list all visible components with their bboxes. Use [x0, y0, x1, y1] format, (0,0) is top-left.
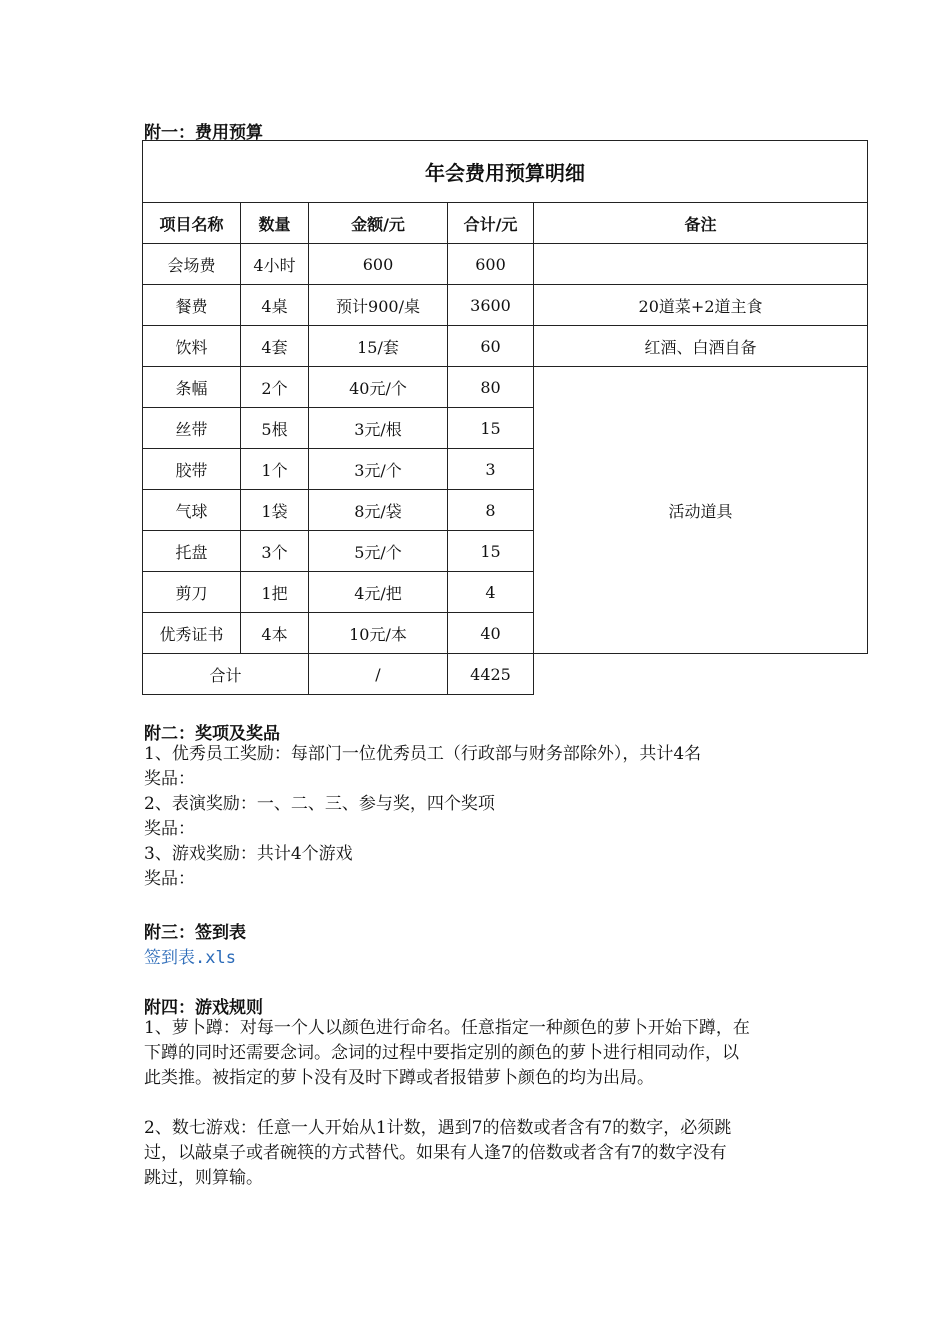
rule-line: 过，以敲桌子或者碗筷的方式替代。如果有人逢7的倍数或者含有7的数字没有 — [144, 1143, 727, 1163]
cell-qty: 4套 — [241, 326, 309, 367]
table-title-row — [143, 141, 868, 203]
cell-note — [534, 244, 868, 285]
link-name: 签到表 — [144, 948, 195, 968]
cell-qty: 4本 — [241, 613, 309, 654]
rule-line: 下蹲的同时还需要念词。念词的过程中要指定别的颜色的萝卜进行相同动作，以 — [144, 1043, 739, 1063]
cell-amount: 10元/本 — [309, 613, 448, 654]
table-row — [143, 244, 868, 285]
rule-line: 跳过，则算输。 — [144, 1168, 263, 1188]
summary-amount: / — [309, 654, 448, 695]
cell-name: 胶带 — [143, 449, 241, 490]
cell-total: 600 — [448, 244, 534, 285]
award-line: 1、优秀员工奖励：每部门一位优秀员工（行政部与财务部除外），共计4名 — [144, 744, 702, 764]
header-cell: 数量 — [241, 203, 309, 244]
section3-heading: 附三：签到表 — [144, 923, 246, 943]
cell-note: 红酒、白酒自备 — [534, 326, 868, 367]
cell-qty: 5根 — [241, 408, 309, 449]
rule1-paragraph — [144, 1016, 864, 1091]
section2-heading: 附二：奖项及奖品 — [144, 724, 280, 744]
cell-total: 3600 — [448, 285, 534, 326]
summary-total: 4425 — [448, 654, 534, 695]
header-cell: 合计/元 — [448, 203, 534, 244]
cell-amount: 5元/个 — [309, 531, 448, 572]
table-summary-row — [143, 654, 868, 695]
award-line: 3、游戏奖励：共计4个游戏 — [144, 844, 353, 864]
cell-name: 饮料 — [143, 326, 241, 367]
header-cell: 金额/元 — [309, 203, 448, 244]
cell-name: 优秀证书 — [143, 613, 241, 654]
cell-name: 餐费 — [143, 285, 241, 326]
cell-qty: 1袋 — [241, 490, 309, 531]
table-row — [143, 326, 868, 367]
cell-total: 8 — [448, 490, 534, 531]
link-ext: .xls — [195, 948, 236, 968]
cell-amount: 40元/个 — [309, 367, 448, 408]
cell-amount: 15/套 — [309, 326, 448, 367]
rule-line: 此类推。被指定的萝卜没有及时下蹲或者报错萝卜颜色的均为出局。 — [144, 1068, 654, 1088]
table-row — [143, 367, 868, 408]
cell-total: 40 — [448, 613, 534, 654]
cell-note: 20道菜+2道主食 — [534, 285, 868, 326]
cell-name: 丝带 — [143, 408, 241, 449]
cell-amount: 3元/个 — [309, 449, 448, 490]
header-cell: 项目名称 — [143, 203, 241, 244]
cell-total: 80 — [448, 367, 534, 408]
rule-line: 1、萝卜蹲：对每一个人以颜色进行命名。任意指定一种颜色的萝卜开始下蹲，在 — [144, 1018, 750, 1038]
cell-total: 15 — [448, 531, 534, 572]
prize-line: 奖品： — [144, 769, 195, 789]
prize-line: 奖品： — [144, 819, 195, 839]
budget-table — [142, 140, 868, 695]
prize-line: 奖品： — [144, 869, 195, 889]
cell-name: 条幅 — [143, 367, 241, 408]
cell-merged-note: 活动道具 — [534, 367, 868, 654]
section2-body — [144, 742, 864, 892]
cell-total: 60 — [448, 326, 534, 367]
award-line: 2、表演奖励：一、二、三、参与奖，四个奖项 — [144, 794, 495, 814]
summary-label: 合计 — [143, 654, 309, 695]
section1-heading: 附一：费用预算 — [144, 123, 263, 143]
cell-qty: 4小时 — [241, 244, 309, 285]
cell-qty: 4桌 — [241, 285, 309, 326]
cell-total: 3 — [448, 449, 534, 490]
cell-qty: 1个 — [241, 449, 309, 490]
table-header-row — [143, 203, 868, 244]
section4-heading: 附四：游戏规则 — [144, 998, 263, 1018]
cell-qty: 2个 — [241, 367, 309, 408]
table-row — [143, 285, 868, 326]
cell-name: 托盘 — [143, 531, 241, 572]
cell-total: 15 — [448, 408, 534, 449]
cell-amount: 600 — [309, 244, 448, 285]
rule2-paragraph — [144, 1116, 864, 1191]
cell-qty: 3个 — [241, 531, 309, 572]
cell-amount: 3元/根 — [309, 408, 448, 449]
cell-total: 4 — [448, 572, 534, 613]
cell-name: 会场费 — [143, 244, 241, 285]
signin-sheet-link[interactable] — [144, 943, 236, 968]
header-cell: 备注 — [534, 203, 868, 244]
cell-amount: 预计900/桌 — [309, 285, 448, 326]
cell-amount: 8元/袋 — [309, 490, 448, 531]
cell-qty: 1把 — [241, 572, 309, 613]
cell-name: 剪刀 — [143, 572, 241, 613]
cell-amount: 4元/把 — [309, 572, 448, 613]
cell-name: 气球 — [143, 490, 241, 531]
rule-line: 2、数七游戏：任意一人开始从1计数，遇到7的倍数或者含有7的数字，必须跳 — [144, 1118, 732, 1138]
table-title: 年会费用预算明细 — [143, 141, 868, 203]
